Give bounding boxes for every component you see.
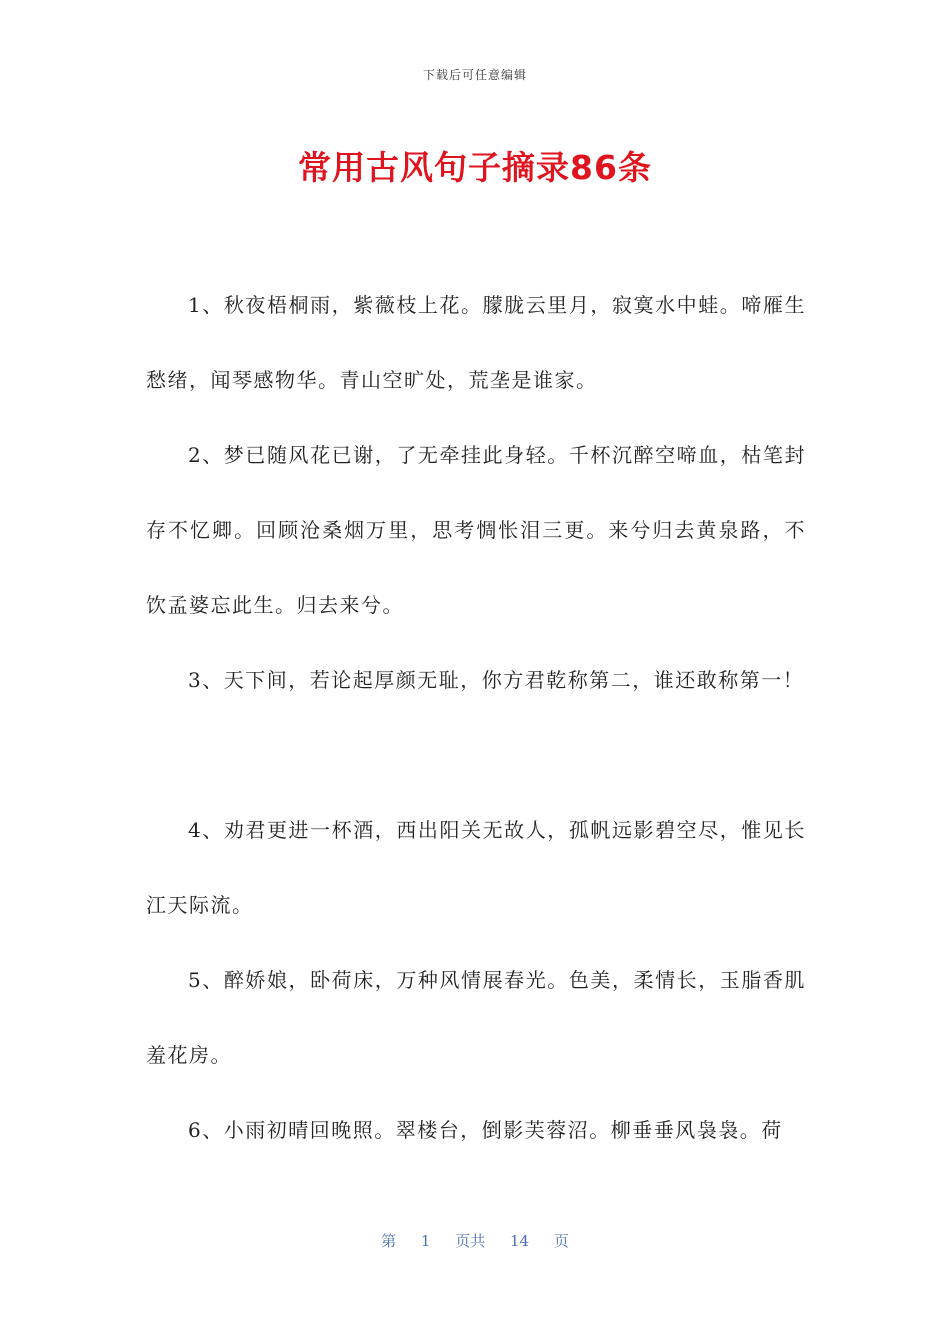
footer-total-pages: 14 [510,1232,530,1250]
paragraph-1: 1、秋夜梧桐雨，紫薇枝上花。朦胧云里月，寂寞水中蛙。啼雁生愁绪，闻琴感物华。青山空旷处，荒垄是谁家。 [146,293,806,392]
footer-page-number: 1 [420,1232,431,1250]
footer-total-label: 页共 [455,1232,486,1250]
paragraph-5: 5、醉娇娘，卧荷床，万种风情展春光。色美，柔情长，玉脂香肌羞花房。 [146,968,806,1067]
document-body [146,268,806,1168]
paragraph-6: 6、小雨初晴回晚照。翠楼台，倒影芙蓉沼。柳垂垂风袅袅。荷 [188,1118,783,1142]
page-footer [0,1230,950,1251]
header-note: 下载后可任意编辑 [422,68,527,82]
paragraph-2: 2、梦已随风花已谢，了无牵挂此身轻。千杯沉醉空啼血，枯笔封存不忆卿。回顾沧桑烟万里，思考惆怅泪三更。来兮归去黄泉路，不饮孟婆忘此生。归去来兮。 [146,443,806,617]
document-title: 常用古风句子摘录86条 [298,148,652,187]
paragraph-4: 4、劝君更进一杯酒，西出阳关无故人，孤帆远影碧空尽，惟见长江天际流。 [146,818,806,917]
footer-page-suffix: 页 [553,1232,569,1250]
paragraph-3: 3、天下间，若论起厚颜无耻，你方君乾称第二，谁还敢称第一！ [188,668,805,692]
footer-page-label: 第 [381,1232,397,1250]
